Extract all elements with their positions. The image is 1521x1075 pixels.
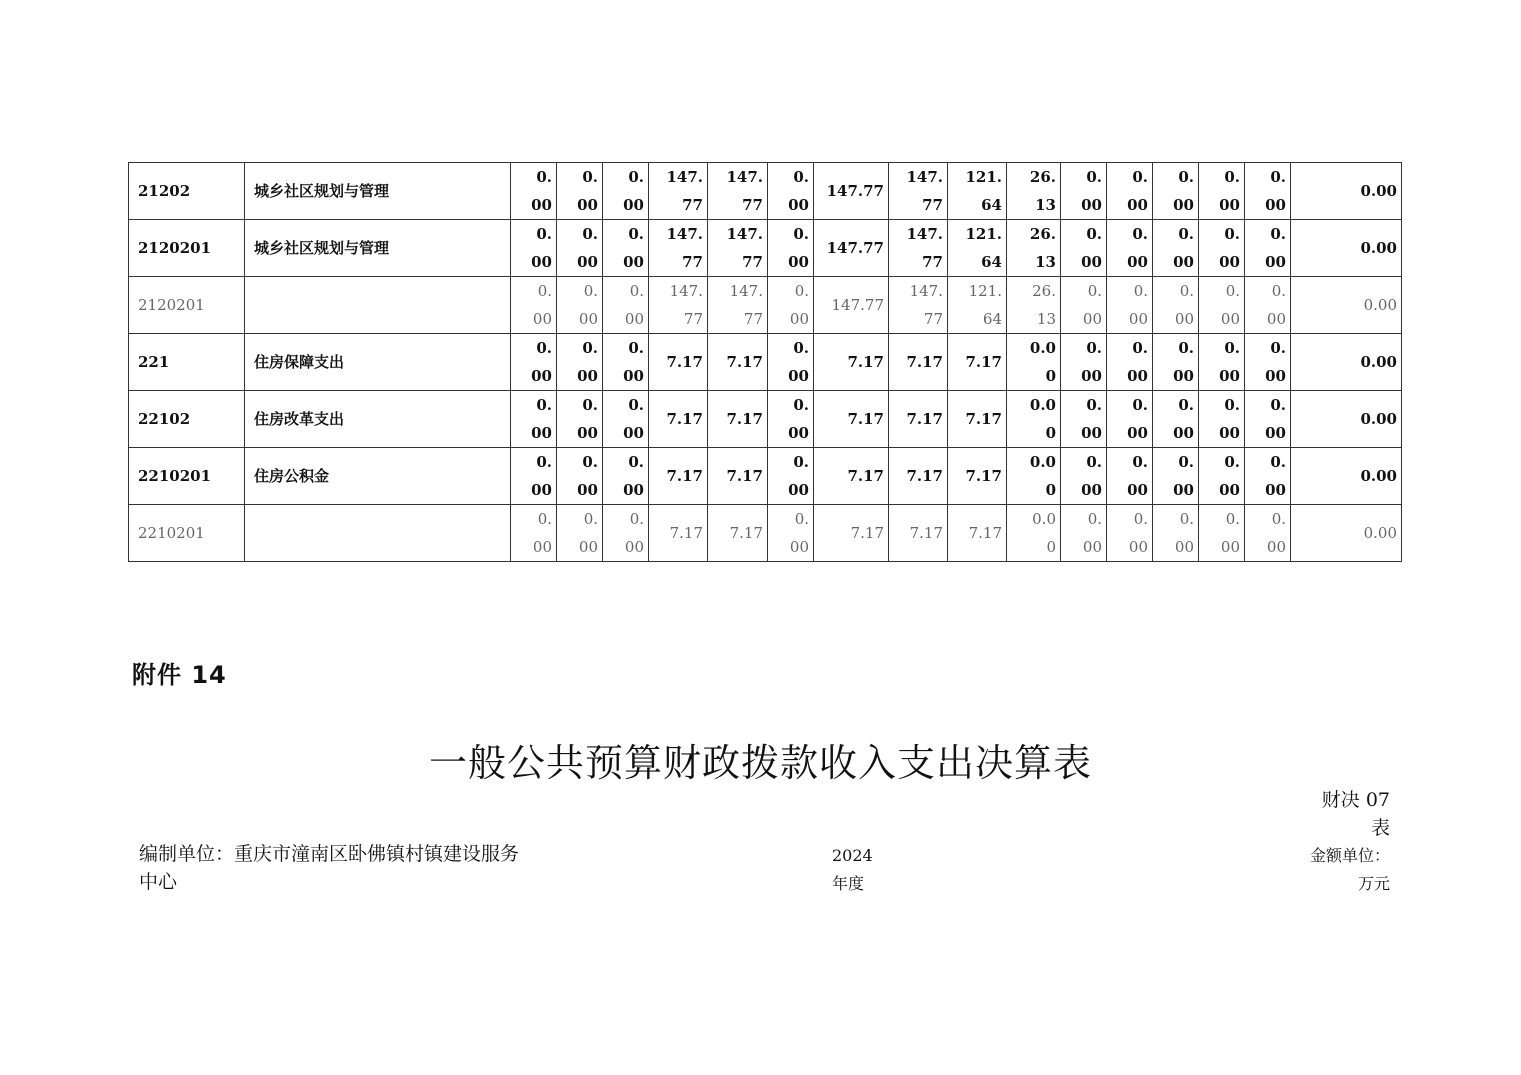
row-code: 2120201 [129,277,245,334]
row-value: 147.77 [814,163,889,220]
row-value: 0. 00 [1199,505,1245,562]
row-value: 0. 00 [1107,448,1153,505]
row-value: 0.00 [1291,220,1402,277]
row-value: 147.77 [814,277,889,334]
row-value: 0. 00 [1061,448,1107,505]
row-name: 住房改革支出 [245,391,511,448]
row-value: 26. 13 [1007,220,1061,277]
fiscal-year: 2024 年度 [832,846,873,893]
row-value: 26. 13 [1007,163,1061,220]
row-value: 0. 00 [557,448,603,505]
row-value: 147. 77 [649,163,708,220]
row-value: 0.0 0 [1007,448,1061,505]
row-value: 7.17 [948,391,1007,448]
row-value: 0. 00 [1061,391,1107,448]
row-value: 0. 00 [603,505,649,562]
row-value: 0. 00 [511,505,557,562]
row-value: 0.00 [1291,391,1402,448]
row-value: 7.17 [708,505,768,562]
row-value: 0.00 [1291,163,1402,220]
row-code: 22102 [129,391,245,448]
row-value: 7.17 [649,391,708,448]
attachment-label: 附件 14 [132,661,227,689]
row-value: 121. 64 [948,277,1007,334]
row-value: 0. 00 [511,334,557,391]
row-value: 0. 00 [1107,334,1153,391]
row-value: 0. 00 [511,391,557,448]
row-value: 0. 00 [1061,334,1107,391]
row-value: 7.17 [948,334,1007,391]
row-code: 2120201 [129,220,245,277]
row-value: 0. 00 [603,334,649,391]
row-name [245,505,511,562]
row-value: 0. 00 [1153,277,1199,334]
row-value: 0. 00 [603,220,649,277]
row-value: 0. 00 [1199,448,1245,505]
row-value: 7.17 [708,448,768,505]
row-value: 0. 00 [511,448,557,505]
row-value: 0. 00 [1107,220,1153,277]
row-value: 7.17 [649,334,708,391]
row-value: 7.17 [649,448,708,505]
row-value: 0. 00 [1107,391,1153,448]
row-name [245,277,511,334]
row-value: 0. 00 [511,220,557,277]
row-value: 0. 00 [603,277,649,334]
row-value: 0. 00 [1153,163,1199,220]
row-value: 0. 00 [768,163,814,220]
table-row [129,391,1402,448]
row-value: 0.0 0 [1007,505,1061,562]
money-unit: 金额单位： 万元 [1309,846,1390,893]
row-value: 147. 77 [889,220,948,277]
row-value: 147. 77 [889,163,948,220]
row-name: 住房保障支出 [245,334,511,391]
row-value: 0. 00 [557,505,603,562]
row-value: 0. 00 [1245,220,1291,277]
compiling-unit: 编制单位：重庆市潼南区卧佛镇村镇建设服务中心 [139,843,520,893]
row-value: 0.0 0 [1007,391,1061,448]
row-value: 0. 00 [1245,163,1291,220]
row-value: 0. 00 [1061,277,1107,334]
table-row [129,448,1402,505]
row-value: 0. 00 [1061,505,1107,562]
row-value: 7.17 [889,334,948,391]
row-name: 住房公积金 [245,448,511,505]
row-value: 0. 00 [1199,277,1245,334]
row-value: 0. 00 [768,220,814,277]
row-value: 0. 00 [1107,505,1153,562]
row-value: 0. 00 [603,163,649,220]
row-value: 147. 77 [889,277,948,334]
row-value: 0. 00 [1061,220,1107,277]
table-row [129,277,1402,334]
row-value: 0. 00 [603,448,649,505]
row-value: 0.00 [1291,334,1402,391]
row-value: 0. 00 [1153,391,1199,448]
row-value: 7.17 [889,448,948,505]
row-value: 7.17 [948,448,1007,505]
form-number: 财决 07 表 [1321,789,1390,839]
row-value: 0. 00 [1153,505,1199,562]
page-title: 一般公共预算财政拨款收入支出决算表 [428,741,1092,785]
row-value: 0. 00 [1107,163,1153,220]
row-value: 0. 00 [768,277,814,334]
row-value: 147. 77 [649,220,708,277]
row-code: 21202 [129,163,245,220]
row-value: 0. 00 [1199,391,1245,448]
row-value: 7.17 [948,505,1007,562]
row-value: 147.77 [814,220,889,277]
table-row [129,505,1402,562]
row-value: 7.17 [708,391,768,448]
row-value: 0. 00 [1107,277,1153,334]
row-value: 0. 00 [603,391,649,448]
row-value: 0. 00 [557,391,603,448]
row-value: 0. 00 [1199,334,1245,391]
row-value: 147. 77 [708,277,768,334]
row-value: 0. 00 [557,277,603,334]
row-value: 147. 77 [708,163,768,220]
row-value: 147. 77 [708,220,768,277]
row-value: 26. 13 [1007,277,1061,334]
row-value: 0. 00 [557,163,603,220]
row-value: 0. 00 [511,277,557,334]
row-value: 0. 00 [1245,391,1291,448]
row-value: 0. 00 [1245,505,1291,562]
row-value: 0. 00 [557,334,603,391]
table-row [129,163,1402,220]
row-code: 221 [129,334,245,391]
row-value: 0. 00 [768,334,814,391]
row-value: 7.17 [814,391,889,448]
row-value: 147. 77 [649,277,708,334]
row-value: 0.0 0 [1007,334,1061,391]
row-value: 0. 00 [1245,277,1291,334]
row-value: 121. 64 [948,163,1007,220]
row-value: 0. 00 [1061,163,1107,220]
row-value: 7.17 [814,505,889,562]
row-code: 2210201 [129,448,245,505]
row-value: 7.17 [814,334,889,391]
row-value: 0. 00 [1153,448,1199,505]
row-code: 2210201 [129,505,245,562]
row-value: 7.17 [814,448,889,505]
row-value: 7.17 [649,505,708,562]
row-value: 7.17 [889,505,948,562]
row-value: 0. 00 [1199,220,1245,277]
row-name: 城乡社区规划与管理 [245,220,511,277]
row-value: 0. 00 [1153,220,1199,277]
row-value: 0. 00 [1245,334,1291,391]
row-value: 0. 00 [511,163,557,220]
row-value: 0. 00 [1153,334,1199,391]
row-value: 0. 00 [768,505,814,562]
row-value: 0. 00 [768,448,814,505]
row-value: 0. 00 [768,391,814,448]
row-value: 0. 00 [1199,163,1245,220]
table-body [129,163,1402,562]
row-value: 0.00 [1291,448,1402,505]
row-name: 城乡社区规划与管理 [245,163,511,220]
table-row [129,334,1402,391]
row-value: 0.00 [1291,505,1402,562]
row-value: 121. 64 [948,220,1007,277]
budget-table [128,162,1402,562]
row-value: 0. 00 [1245,448,1291,505]
row-value: 0.00 [1291,277,1402,334]
row-value: 0. 00 [557,220,603,277]
row-value: 7.17 [708,334,768,391]
row-value: 7.17 [889,391,948,448]
table-row [129,220,1402,277]
